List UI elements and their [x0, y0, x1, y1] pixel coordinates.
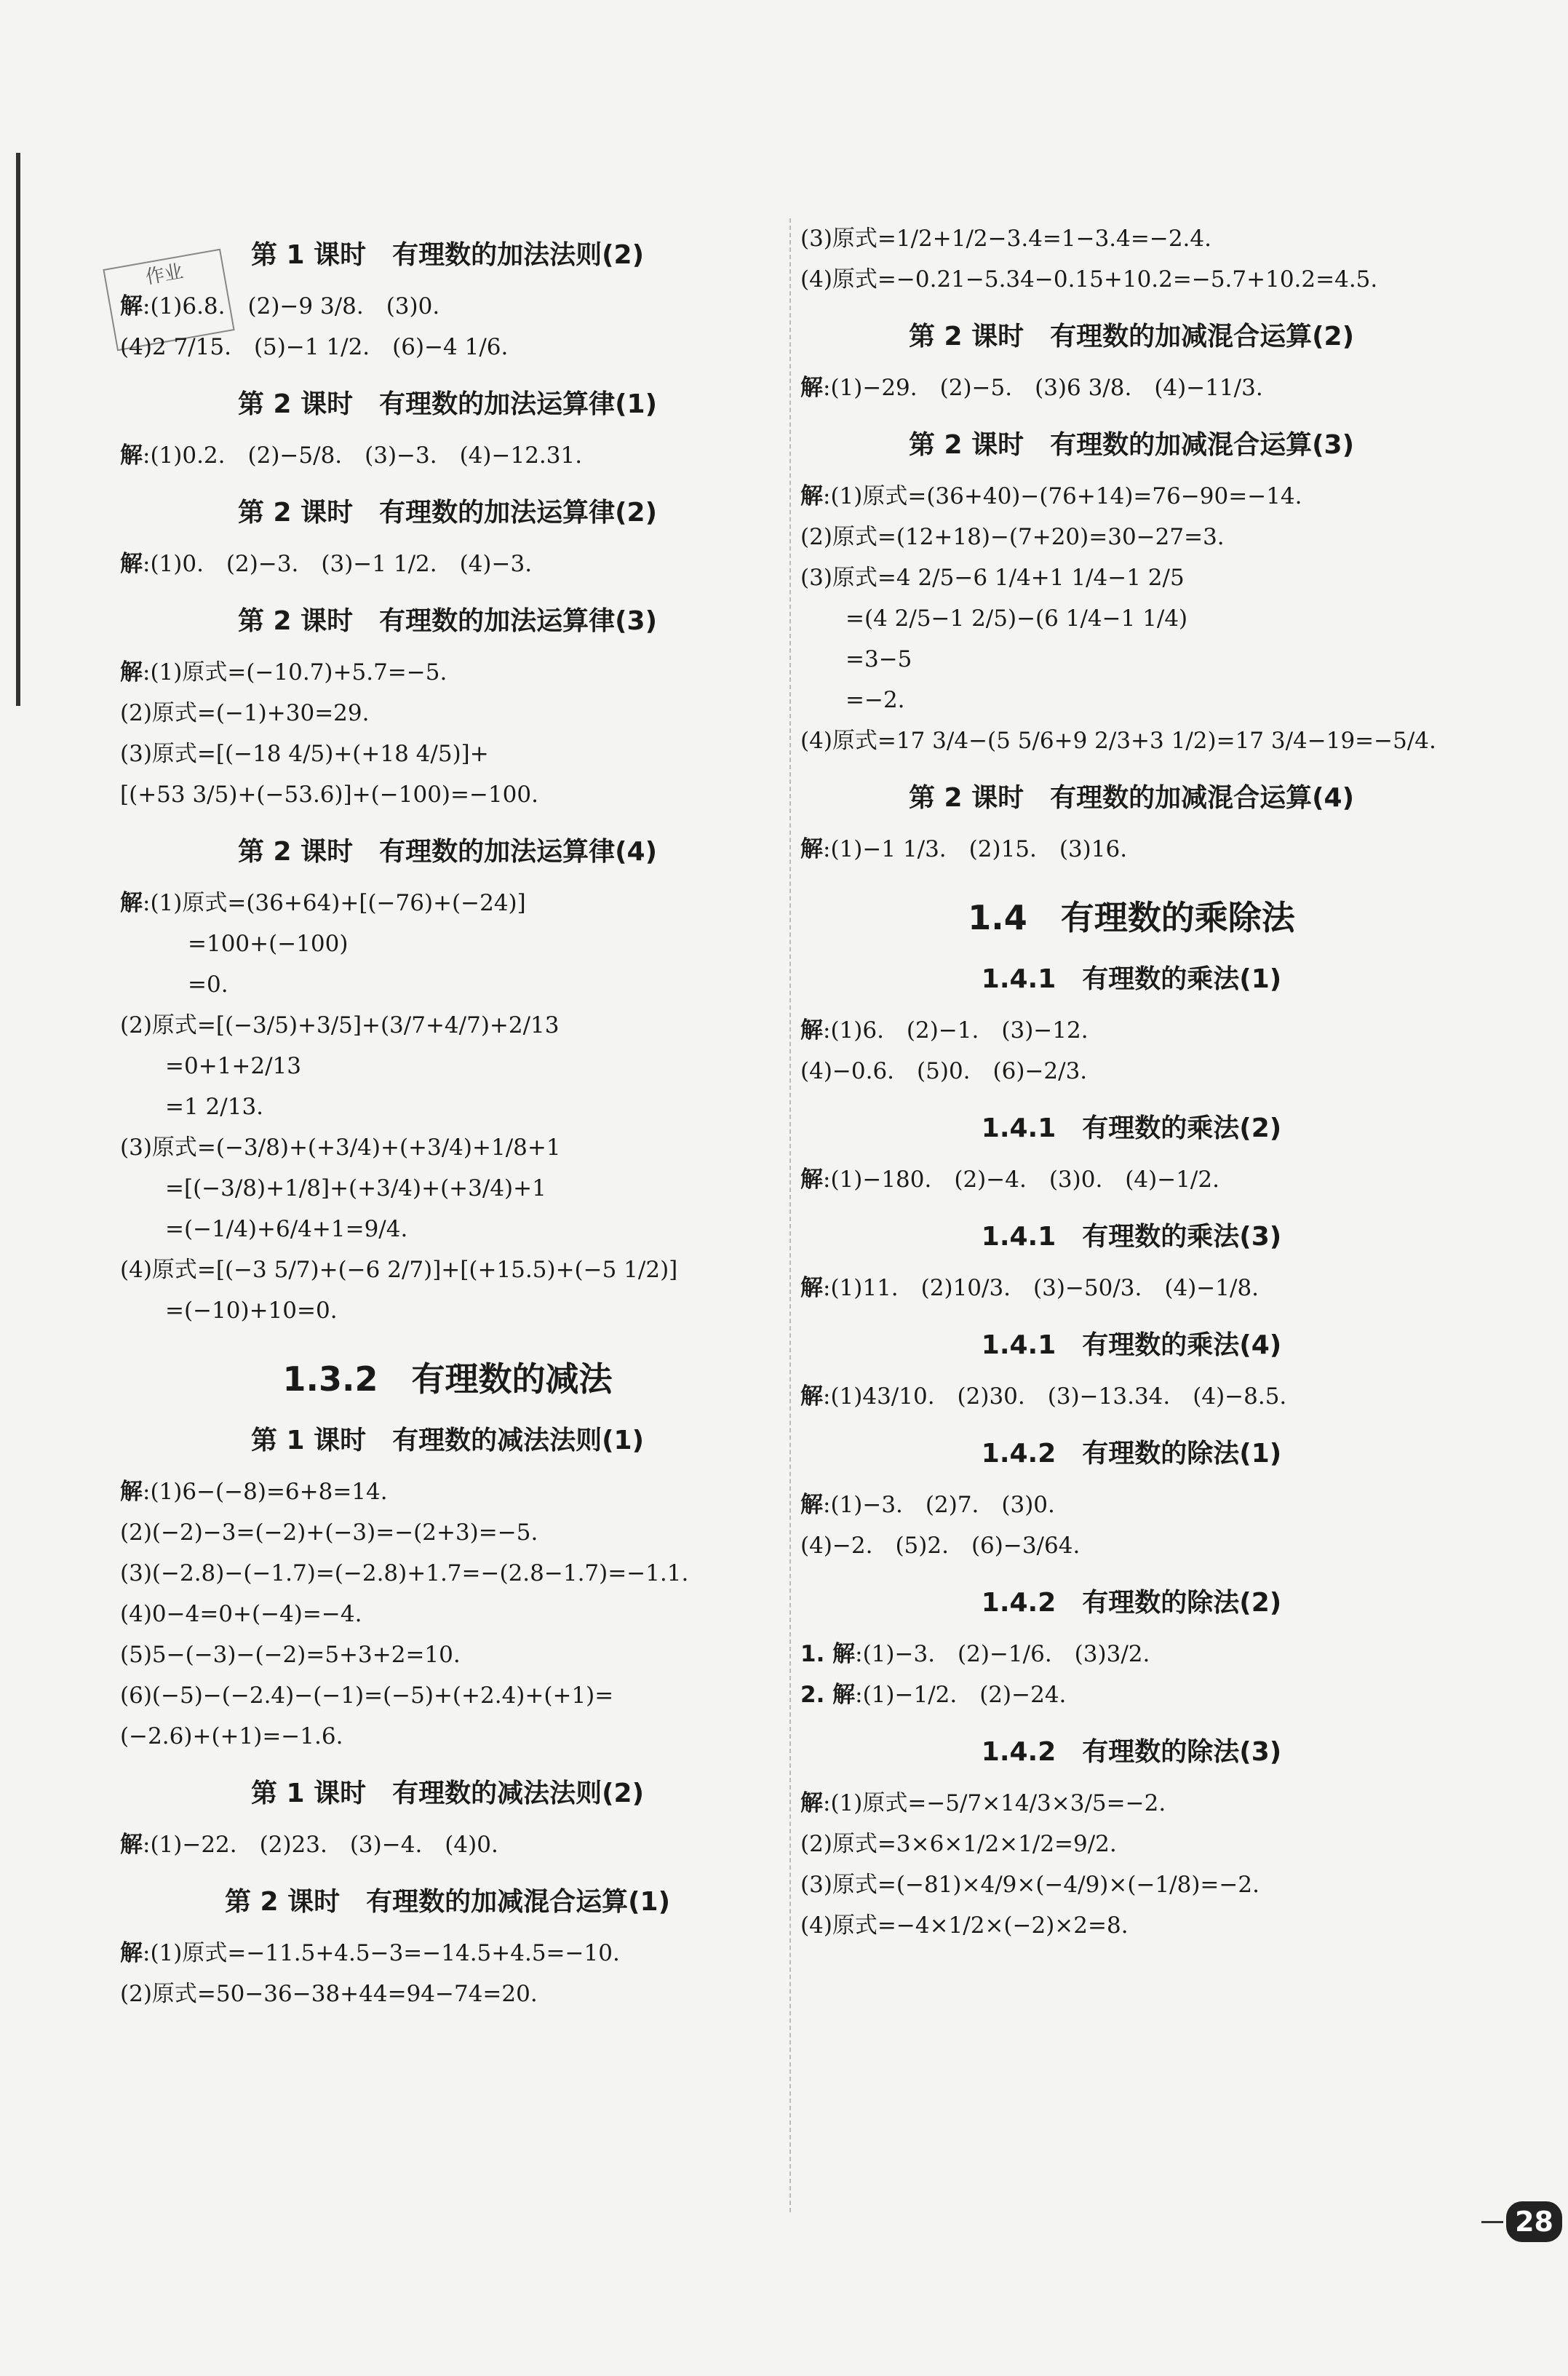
- answer-line: [120, 1471, 775, 1512]
- answer-text: =3−5: [800, 646, 912, 672]
- answer-text: =(−1/4)+6/4+1=9/4.: [120, 1216, 408, 1242]
- answer-label: 解: [800, 375, 823, 401]
- left-column: [120, 218, 775, 2014]
- answer-label: 解: [800, 1275, 823, 1301]
- answer-text: :(1)0.2. (2)−5/8. (3)−3. (4)−12.31.: [143, 442, 583, 469]
- answer-text: :(1)11. (2)10/3. (3)−50/3. (4)−1/8.: [823, 1275, 1259, 1301]
- answer-line: [120, 734, 775, 774]
- answer-line: [800, 680, 1462, 720]
- answer-line: [120, 544, 775, 584]
- answer-label: 解: [120, 659, 143, 686]
- answer-text: =(4 2/5−1 2/5)−(6 1/4−1 1/4): [800, 605, 1188, 632]
- answer-line: [120, 1675, 775, 1716]
- answer-line: [800, 1783, 1462, 1824]
- answer-text: (3)原式=[(−18 4/5)+(+18 4/5)]+: [120, 741, 489, 767]
- answer-text: (2)原式=(−1)+30=29.: [120, 700, 370, 726]
- answer-line: [120, 435, 775, 476]
- column-divider: [789, 218, 791, 2212]
- answer-label: 解: [800, 483, 823, 509]
- answer-line: [800, 720, 1462, 761]
- answer-line: [120, 1512, 775, 1553]
- answer-text: :(1)−1 1/3. (2)15. (3)16.: [823, 836, 1128, 862]
- answer-text: (4)原式=17 3/4−(5 5/6+9 2/3+3 1/2)=17 3/4−19=−5/4.: [800, 728, 1436, 754]
- answer-text: :(1)43/10. (2)30. (3)−13.34. (4)−8.5.: [823, 1383, 1287, 1410]
- answer-line: [800, 1525, 1462, 1566]
- answer-text: =0+1+2/13: [120, 1053, 301, 1079]
- answer-text: :(1)0. (2)−3. (3)−1 1/2. (4)−3.: [143, 551, 533, 577]
- answer-text: :(1)原式=−5/7×14/3×3/5=−2.: [823, 1790, 1166, 1816]
- answer-label: 2. 解: [800, 1682, 856, 1708]
- answer-line: [120, 1933, 775, 1974]
- answer-line: [800, 639, 1462, 680]
- answer-line: [120, 1716, 775, 1757]
- answer-line: [120, 286, 775, 327]
- section-title: 第 2 课时 有理数的加法运算律(1): [237, 389, 658, 419]
- section-title: 第 1 课时 有理数的减法法则(1): [250, 1426, 645, 1455]
- answer-text: (3)原式=1/2+1/2−3.4=1−3.4=−2.4.: [800, 226, 1211, 252]
- section-title: 第 2 课时 有理数的加减混合运算(1): [224, 1887, 671, 1917]
- section-title: 1.4.1 有理数的乘法(1): [981, 964, 1282, 994]
- answer-text: :(1)原式=(36+64)+[(−76)+(−24)]: [143, 890, 526, 916]
- answer-text: (3)原式=(−3/8)+(+3/4)+(+3/4)+1/8+1: [120, 1135, 561, 1161]
- answer-line: [120, 1594, 775, 1634]
- answer-line: [800, 1051, 1462, 1092]
- answer-text: =100+(−100): [120, 931, 349, 957]
- answer-text: (2)(−2)−3=(−2)+(−3)=−(2+3)=−5.: [120, 1519, 538, 1546]
- answer-text: :(1)−180. (2)−4. (3)0. (4)−1/2.: [823, 1167, 1219, 1193]
- answer-text: (4)−2. (5)2. (6)−3/64.: [800, 1533, 1081, 1559]
- answer-line: [800, 476, 1462, 517]
- answer-label: 解: [800, 1492, 823, 1518]
- answer-text: :(1)−3. (2)7. (3)0.: [823, 1492, 1055, 1518]
- answer-line: [800, 517, 1462, 557]
- homework-stamp: 作业: [103, 249, 234, 351]
- answer-label: 解: [120, 293, 143, 319]
- answer-line: [800, 1905, 1462, 1946]
- answer-text: (2)原式=(12+18)−(7+20)=30−27=3.: [800, 524, 1225, 550]
- answer-line: [120, 883, 775, 923]
- answer-line: [800, 1485, 1462, 1525]
- answer-label: 1. 解: [800, 1641, 856, 1667]
- answer-text: :(1)−1/2. (2)−24.: [855, 1682, 1067, 1708]
- section-title: 第 2 课时 有理数的加法运算律(2): [237, 498, 658, 528]
- answer-label: 解: [120, 1479, 143, 1505]
- answer-line: [120, 964, 775, 1005]
- answer-line: [120, 327, 775, 367]
- answer-label: 解: [800, 836, 823, 862]
- answer-label: 解: [800, 1790, 823, 1816]
- section-title: 1.4.2 有理数的除法(3): [981, 1737, 1282, 1767]
- answer-line: [120, 1209, 775, 1249]
- answer-text: :(1)6−(−8)=6+8=14.: [143, 1479, 388, 1505]
- answer-text: :(1)6. (2)−1. (3)−12.: [823, 1017, 1089, 1044]
- answer-text: :(1)原式=−11.5+4.5−3=−14.5+4.5=−10.: [143, 1940, 620, 1966]
- answer-text: (4)原式=[(−3 5/7)+(−6 2/7)]+[(+15.5)+(−5 1/2)]: [120, 1257, 678, 1283]
- section-title: 第 2 课时 有理数的加法运算律(4): [237, 837, 658, 867]
- answer-line: [120, 774, 775, 815]
- answer-line: [120, 1634, 775, 1675]
- answer-line: [800, 829, 1462, 870]
- answer-label: 解: [120, 890, 143, 916]
- answer-text: :(1)原式=(36+40)−(76+14)=76−90=−14.: [823, 483, 1302, 509]
- section-title: 第 1 课时 有理数的加法法则(2): [250, 240, 645, 270]
- section-title: 1.4.2 有理数的除法(2): [981, 1588, 1282, 1618]
- answer-line: [800, 1824, 1462, 1864]
- answer-text: (2)原式=[(−3/5)+3/5]+(3/7+4/7)+2/13: [120, 1012, 560, 1038]
- answer-text: (4)2 7/15. (5)−1 1/2. (6)−4 1/6.: [120, 334, 509, 360]
- chapter-title: 1.3.2 有理数的减法: [282, 1359, 613, 1399]
- answer-text: =1 2/13.: [120, 1094, 264, 1120]
- answer-line: [800, 259, 1462, 300]
- answer-line: [120, 1086, 775, 1127]
- answer-label: 解: [120, 442, 143, 469]
- answer-line: [120, 1005, 775, 1046]
- answer-text: (4)−0.6. (5)0. (6)−2/3.: [800, 1058, 1088, 1084]
- section-title: 第 2 课时 有理数的加法运算律(3): [237, 606, 658, 636]
- answer-line: [800, 1010, 1462, 1051]
- answer-line: [800, 557, 1462, 598]
- answer-line: [120, 1974, 775, 2014]
- answer-text: =(−10)+10=0.: [120, 1298, 338, 1324]
- section-title: 1.4.1 有理数的乘法(3): [981, 1222, 1282, 1252]
- answer-line: [800, 218, 1462, 259]
- answer-label: 解: [120, 551, 143, 577]
- answer-line: [800, 1268, 1462, 1308]
- answer-label: 解: [120, 1940, 143, 1966]
- answer-line: [120, 1249, 775, 1290]
- answer-text: (3)原式=4 2/5−6 1/4+1 1/4−1 2/5: [800, 565, 1185, 591]
- answer-label: 解: [800, 1017, 823, 1044]
- section-title: 第 1 课时 有理数的减法法则(2): [250, 1779, 645, 1808]
- answer-text: (3)原式=(−81)×4/9×(−4/9)×(−1/8)=−2.: [800, 1872, 1259, 1898]
- answer-text: [(+53 3/5)+(−53.6)]+(−100)=−100.: [120, 782, 538, 808]
- page-number: 28: [1481, 2201, 1562, 2242]
- section-title: 1.4.2 有理数的除法(1): [981, 1439, 1282, 1469]
- answer-line: [120, 1046, 775, 1086]
- answer-line: [800, 1674, 1462, 1715]
- answer-text: :(1)原式=(−10.7)+5.7=−5.: [143, 659, 447, 686]
- answer-line: [120, 1290, 775, 1331]
- answer-line: [800, 367, 1462, 408]
- answer-text: (4)原式=−0.21−5.34−0.15+10.2=−5.7+10.2=4.5.: [800, 266, 1378, 293]
- answer-text: :(1)−29. (2)−5. (3)6 3/8. (4)−11/3.: [823, 375, 1263, 401]
- answer-text: :(1)6.8. (2)−9 3/8. (3)0.: [143, 293, 440, 319]
- answer-text: :(1)−22. (2)23. (3)−4. (4)0.: [143, 1832, 498, 1858]
- answer-text: :(1)−3. (2)−1/6. (3)3/2.: [855, 1641, 1150, 1667]
- answer-line: [800, 1159, 1462, 1200]
- section-title: 第 2 课时 有理数的加减混合运算(3): [908, 430, 1355, 460]
- section-title: 第 2 课时 有理数的加减混合运算(2): [908, 322, 1355, 351]
- answer-line: [120, 923, 775, 964]
- answer-line: [120, 652, 775, 693]
- answer-text: (6)(−5)−(−2.4)−(−1)=(−5)+(+2.4)+(+1)=: [120, 1682, 614, 1709]
- answer-line: [800, 1634, 1462, 1674]
- right-column: [800, 218, 1462, 1946]
- chapter-title: 1.4 有理数的乘除法: [968, 898, 1295, 937]
- answer-text: =−2.: [800, 687, 905, 713]
- answer-text: (5)5−(−3)−(−2)=5+3+2=10.: [120, 1642, 461, 1668]
- answer-text: (2)原式=50−36−38+44=94−74=20.: [120, 1981, 538, 2007]
- answer-text: =[(−3/8)+1/8]+(+3/4)+(+3/4)+1: [120, 1175, 546, 1201]
- answer-label: 解: [800, 1383, 823, 1410]
- answer-text: (3)(−2.8)−(−1.7)=(−2.8)+1.7=−(2.8−1.7)=−1.1.: [120, 1560, 689, 1586]
- section-title: 第 2 课时 有理数的加减混合运算(4): [908, 783, 1355, 813]
- answer-text: (2)原式=3×6×1/2×1/2=9/2.: [800, 1831, 1117, 1857]
- answer-label: 解: [120, 1832, 143, 1858]
- answer-text: (−2.6)+(+1)=−1.6.: [120, 1723, 343, 1749]
- answer-line: [800, 1864, 1462, 1905]
- section-title: 1.4.1 有理数的乘法(2): [981, 1113, 1282, 1143]
- answer-line: [120, 693, 775, 734]
- answer-line: [800, 598, 1462, 639]
- answer-line: [120, 1168, 775, 1209]
- section-title: 1.4.1 有理数的乘法(4): [981, 1330, 1282, 1360]
- margin-bar: [16, 153, 20, 706]
- answer-line: [800, 1376, 1462, 1417]
- answer-text: =0.: [120, 972, 228, 998]
- answer-text: (4)原式=−4×1/2×(−2)×2=8.: [800, 1912, 1129, 1939]
- answer-text: (4)0−4=0+(−4)=−4.: [120, 1601, 362, 1627]
- answer-line: [120, 1824, 775, 1865]
- answer-label: 解: [800, 1167, 823, 1193]
- answer-line: [120, 1553, 775, 1594]
- answer-line: [120, 1127, 775, 1168]
